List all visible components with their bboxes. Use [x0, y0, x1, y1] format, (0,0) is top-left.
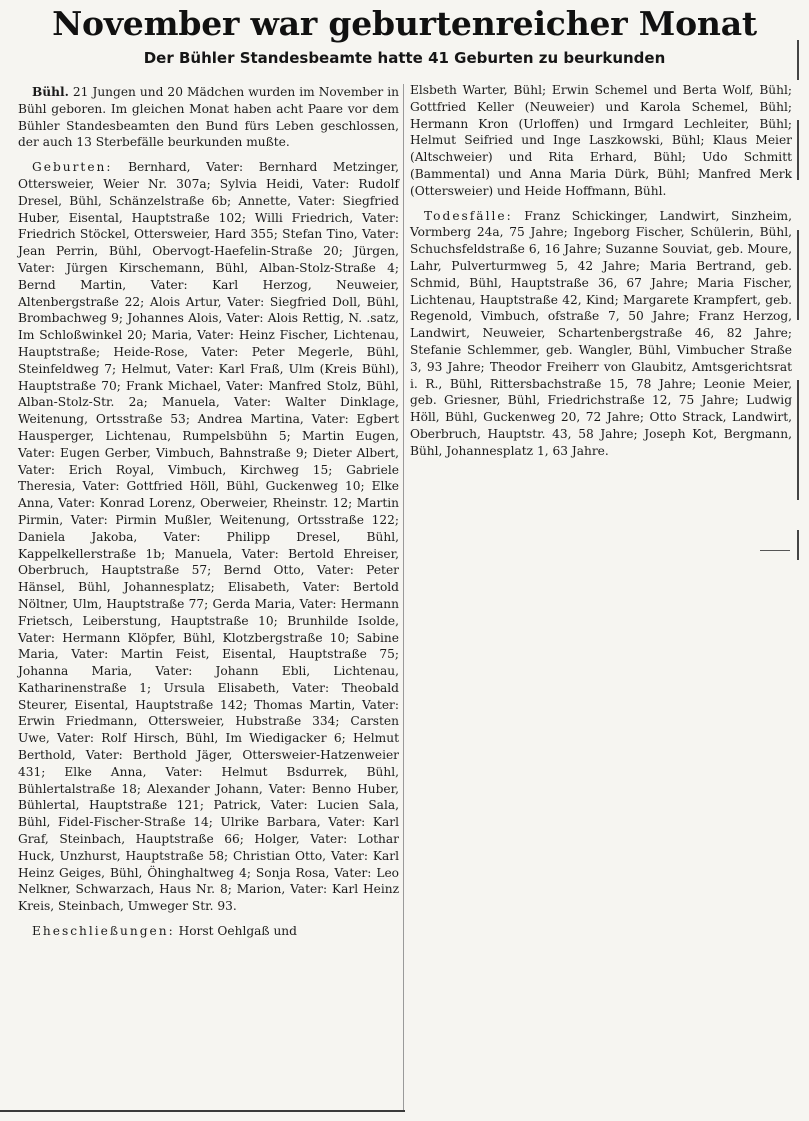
marriages-label: Eheschließungen: [32, 924, 175, 939]
births-text: Bernhard, Vater: Bernhard Metzinger, Ottersweier, Weier Nr. 307a; Sylvia Heidi, Vater: Rudolf Dresel, Bühl, Schänzelstraße 6b; Annette, Vater: Siegfried Huber, Eisental, Hauptstraße 102; Willi Friedrich, Vater: Friedrich Stöckel, Ottersweier, Hard 355; Stefan Tino, Vater: Jean Perrin, Bühl, Obervogt-Haefelin-Straße 20; Jürgen, Vater: Jürgen Kirschemann, Bühl, Alban-Stolz-Straße 4; Bernd Martin, Vater: Karl Herzog, Neuweier, Altenbergstraße 22; Alois Artur, Vater: Siegfried Doll, Bühl, Brombachweg 9; Johannes Alois, Vater: Alois Rettig, N. .satz, Im Schloßwinkel 20; Maria, Vater: Heinz Fischer, Lichtenau, Hauptstraße; Heide-Rose, Vater: Peter Megerle, Bühl, Steinfeldweg 7; Helmut, Vater: Karl Fraß, Ulm (Kreis Bühl), Hauptstraße 70; Frank Michael, Vater: Manfred Stolz, Bühl, Alban-Stolz-Str. 2a; Manuela, Vater: Walter Dinklage, Weitenung, Ortsstraße 53; Andrea Martina, Vater: Egbert Hausperger, Lichtenau, Rumpelsbühn 5; Martin Eugen, Vater: Eugen Gerber, Vimbuch, Bahnstraße 9; Dieter Albert, Vater: Erich Royal, Vimbuch, Kirchweg 15; Gabriele Theresia, Vater: Gottfried Höll, Bühl, Guckenweg 10; Elke Anna, Vater: Konrad Lorenz, Oberweier, Rheinstr. 12; Martin Pirmin, Vater: Pirmin Mußler, Weitenung, Ortsstraße 122; Daniela Jakoba, Vater: Philipp Dresel, Bühl, Kappelkellerstraße 1b; Manuela, Vater: Bertold Ehreiser, Oberbruch, Hauptstraße 57; Bernd Otto, Vater: Peter Hänsel, Bühl, Johannesplatz; Elisabeth, Vater: Bertold Nöltner, Ulm, Hauptstraße 77; Gerda Maria, Vater: Hermann Frietsch, Leiberstung, Hauptstraße 10; Brunhilde Isolde, Vater: Hermann Klöpfer, Bühl, Klotzbergstraße 10; Sabine Maria, Vater: Martin Feist, Eisental, Hauptstraße 75; Johanna Maria, Vater: Johann Ebli, Lichtenau, Katharinenstraße 1; Ursula Elisabeth, Vater: Theobald Steurer, Eisental, Hauptstraße 142; Thomas Martin, Vater: Erwin Friedmann, Ottersweier, Hubstraße 334; Carsten Uwe, Vater: Rolf Hirsch, Bühl, Im Wiedigacker 6; Helmut Berthold, Vater: Berthold Jäger, Ottersweier-Hatzenweier 431; Elke Anna, Vater: Helmut Bsdurrek, Bühl, Bühlertalstraße 18; Alexander Johann, Vater: Benno Huber, Bühlertal, Hauptstraße 121; Patrick, Vater: Lucien Sala, Bühl, Fidel-Fischer-Straße 14; Ulrike Barbara, Vater: Karl Graf, Steinbach, Hauptstraße 66; Holger, Vater: Lothar Huck, Unzhurst, Hauptstraße 58; Christian Otto, Vater: Karl Heinz Geiges, Bühl, Öhinghaltweg 4; Sonja Rosa, Vater: Leo Nelkner, Schwarzach, Haus Nr. 8; Marion, Vater: Karl Heinz Kreis, Steinbach, Umweger Str. 93. [18, 160, 399, 914]
intro-place: Bühl. [32, 85, 69, 99]
end-rule [760, 550, 790, 551]
edge-mark [797, 120, 799, 180]
births-label: Geburten: [32, 160, 113, 175]
births-paragraph [18, 159, 399, 915]
edge-mark [797, 230, 799, 320]
intro-paragraph [18, 84, 399, 151]
edge-mark [797, 380, 799, 500]
marriages-paragraph-start [18, 923, 399, 940]
deaths-text: Franz Schickinger, Landwirt, Sinzheim, Vormberg 24a, 75 Jahre; Ingeborg Fischer, Schülerin, Bühl, Schuchsfeldstraße 6, 16 Jahre; Suzanne Souviat, geb. Moure, Lahr, Pulverturmweg 5, 42 Jahre; Maria Bertrand, geb. Schmid, Bühl, Hauptstraße 36, 67 Jahre; Maria Fischer, Lichtenau, Hauptstraße 42, Kind; Margarete Krampfert, geb. Regenold, Vimbuch, ofstraße 7, 50 Jahre; Franz Herzog, Landwirt, Neuweier, Schartenbergstraße 46, 82 Jahre; Stefanie Schlemmer, geb. Wangler, Bühl, Vimbucher Straße 3, 93 Jahre; Theodor Freiherr von Glaubitz, Amtsgerichtsrat i. R., Bühl, Rittersbachstraße 15, 78 Jahre; Leonie Meier, geb. Griesner, Bühl, Friedrichstraße 12, 75 Jahre; Ludwig Höll, Bühl, Guckenweg 20, 72 Jahre; Otto Strack, Landwirt, Oberbruch, Hauptstr. 43, 58 Jahre; Joseph Kot, Bergmann, Bühl, Johannesplatz 1, 63 Jahre. [410, 208, 792, 458]
bottom-rule [0, 1110, 405, 1112]
column-divider [403, 84, 404, 1110]
marriages-text-left: Horst Oehlgaß und [174, 924, 297, 939]
intro-text: 21 Jungen und 20 Mädchen wurden im November in Bühl geboren. Im gleichen Monat haben acht Paare vor dem Bühler Standesbeamten den Bund fürs Leben geschlossen, der auch 13 Sterbefälle beurkunden mußte. [18, 85, 399, 150]
edge-mark [797, 40, 799, 80]
right-column [410, 82, 792, 460]
subheadline: Der Bühler Standesbeamte hatte 41 Geburten zu beurkunden [143, 49, 666, 67]
deaths-paragraph [410, 208, 792, 460]
headline: November war geburtenreicher Monat [52, 4, 757, 43]
left-column [18, 84, 399, 940]
deaths-label: Todesfälle: [424, 208, 513, 223]
marriages-paragraph-continued: Elsbeth Warter, Bühl; Erwin Schemel und Berta Wolf, Bühl; Gottfried Keller (Neuweier) und Karola Schemel, Bühl; Hermann Kron (Urloffen) und Irmgard Lechleiter, Bühl; Helmut Seifried und Inge Laszkowski, Bühl; Klaus Meier (Altschweier) und Rita Erhard, Bühl; Udo Schmitt (Bammental) und Anna Maria Dürk, Bühl; Manfred Merk (Ottersweier) und Heide Hoffmann, Bühl. [410, 83, 792, 198]
edge-mark [797, 530, 799, 560]
